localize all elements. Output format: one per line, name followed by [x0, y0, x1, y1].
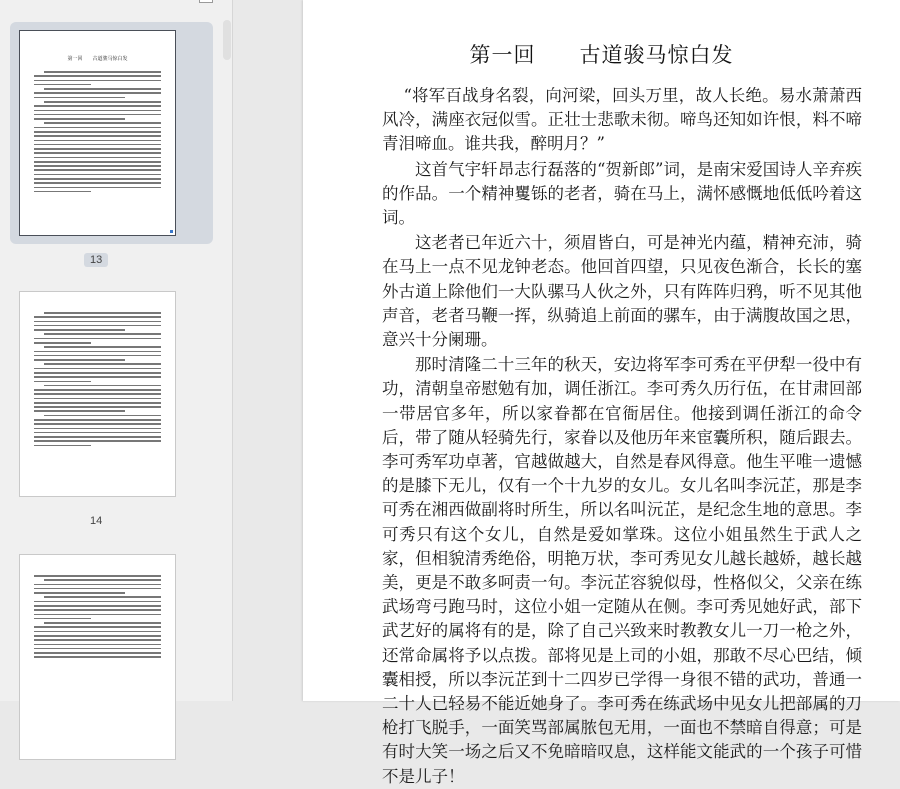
document-page	[303, 0, 900, 786]
thumbnail-page-15[interactable]	[10, 545, 213, 715]
thumbnail-page-13[interactable]	[10, 22, 213, 244]
thumbnail-text-lines	[34, 312, 161, 449]
page-corner-mark	[170, 230, 173, 233]
chapter-body	[382, 84, 862, 789]
thumbnail-page-number: 14	[90, 515, 103, 527]
sidebar-toggle-icon[interactable]	[199, 0, 213, 3]
thumbnail-preview[interactable]	[20, 292, 175, 496]
thumbnail-preview[interactable]	[20, 31, 175, 235]
paragraph: 这首气宇轩昂志行磊落的“贺新郎”词，是南宋爱国诗人辛弃疾的作品。一个精神矍铄的老者，骑在马上，满怀感慨地低低吟着这词。	[382, 159, 862, 228]
paragraph: 那时清隆二十三年的秋天，安边将军李可秀在平伊犁一役中有功，清朝皇帝慰勉有加，调任浙江。李可秀久历行伍，在甘肃回部一带居官多年，所以家眷都在官衙居住。他接到调任浙江的命令后，带了随从轻骑先行，家眷以及他历年来宦囊所积，随后跟去。李可秀军功卓著，官越做越大，自然是春风得意。他生平唯一遗憾的是膝下无儿，仅有一个十九岁的女儿。女儿名叫李沅芷，那是李可秀在湘西做副将时所生，所以名叫沅芷，是纪念生地的意思。李可秀只有这个女儿，自然是爱如掌珠。这位小姐虽然生于武人之家，但相貌清秀绝俗，明艳万状，李可秀见女儿越长越娇，越长越美，更是不敢多呵责一句。李沅芷容貌似母，性格似父，父亲在练武场弯弓跑马时，这位小姐一定随从在侧。李可秀见她好武，部下武艺好的属将有的是，除了自己兴致来时教教女儿一刀一枪之外，还常命属将予以点拨。部将见是上司的小姐，那敢不尽心巴结，倾囊相授，所以李沅芷到十二四岁已学得一身很不错的武功，普通一二十人已轻易不能近她身了。李可秀在练武场中见女儿把部属的刀枪打飞脱手，一面笑骂部属脓包无用，一面也不禁暗自得意；可是有时大笑一场之后又不免暗暗叹息，这样能文能武的一个孩子可惜不是儿子！	[382, 355, 862, 786]
thumbnail-title: 第一回 古道骏马惊白发	[67, 56, 128, 62]
thumbnail-text-lines	[34, 575, 161, 661]
thumbnail-page-number: 13	[84, 253, 108, 267]
paragraph: “将军百战身名裂，向河梁，回头万里，故人长绝。易水萧萧西风冷，满座衣冠似雪。正壮士悲歌未彻。啼鸟还知如许恨，料不啼青泪啼血。谁共我，醉明月？”	[382, 86, 862, 154]
paragraph: 这老者已年近六十，须眉皆白，可是神光内蕴，精神充沛，骑在马上一点不见龙钟老态。他回首四望，只见夜色渐合，长长的塞外古道上除他们一大队骡马人伙之外，只有阵阵归鸦，听不见其他声音，老者马鞭一挥，纵骑追上前面的骡车，由于满腹故国之思，意兴十分阑珊。	[382, 233, 862, 350]
sidebar-scrollbar[interactable]	[223, 20, 231, 60]
thumbnail-sidebar	[0, 0, 233, 701]
thumbnail-preview[interactable]	[20, 555, 175, 759]
thumbnail-text-lines	[34, 71, 161, 195]
chapter-title: 第一回 古道骏马惊白发	[469, 43, 734, 67]
document-viewer[interactable]	[233, 0, 900, 786]
thumbnail-page-14[interactable]	[10, 282, 213, 504]
